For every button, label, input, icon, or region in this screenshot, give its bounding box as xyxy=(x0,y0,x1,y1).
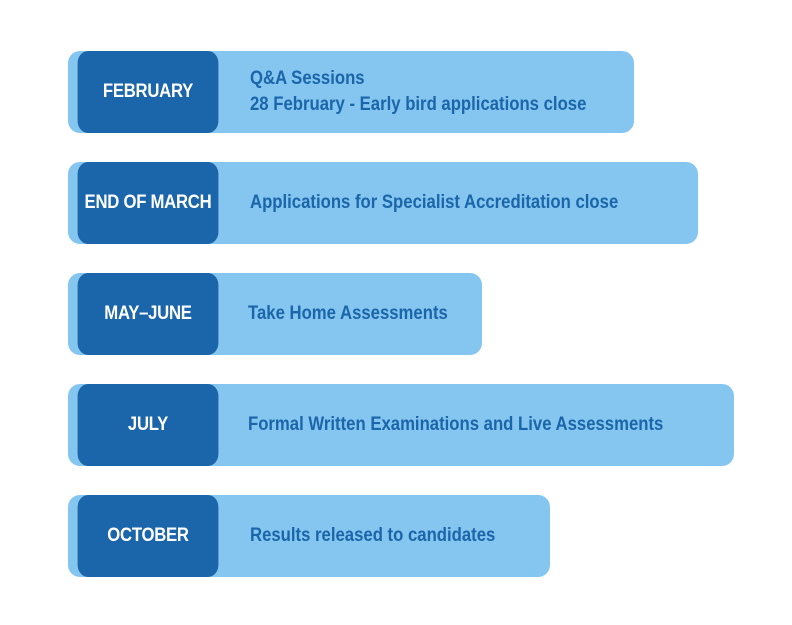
timeline-row-end-of-march xyxy=(68,162,698,244)
timeline-row-october xyxy=(68,495,550,577)
timeline-row-july xyxy=(68,384,734,466)
timeline-period-label: FEBRUARY xyxy=(78,51,219,133)
timeline-description xyxy=(250,162,618,244)
description-line: Q&A Sessions xyxy=(250,68,365,89)
timeline-period-label: OCTOBER xyxy=(78,495,219,577)
description-line: Applications for Specialist Accreditation close xyxy=(250,192,619,213)
timeline-period-label: MAY–JUNE xyxy=(78,273,219,355)
description-line: Results released to candidates xyxy=(250,525,496,546)
timeline-description xyxy=(248,384,663,466)
description-line: 28 February - Early bird applications close xyxy=(250,94,587,115)
timeline-row-february xyxy=(68,51,634,133)
timeline-row-may-june xyxy=(68,273,482,355)
timeline-description xyxy=(248,273,448,355)
description-line: Take Home Assessments xyxy=(248,303,448,324)
timeline-description xyxy=(250,51,586,133)
timeline-period-label: END OF MARCH xyxy=(78,162,219,244)
timeline-period-label: JULY xyxy=(78,384,219,466)
timeline-description xyxy=(250,495,495,577)
description-line: Formal Written Examinations and Live Assessments xyxy=(248,414,664,435)
